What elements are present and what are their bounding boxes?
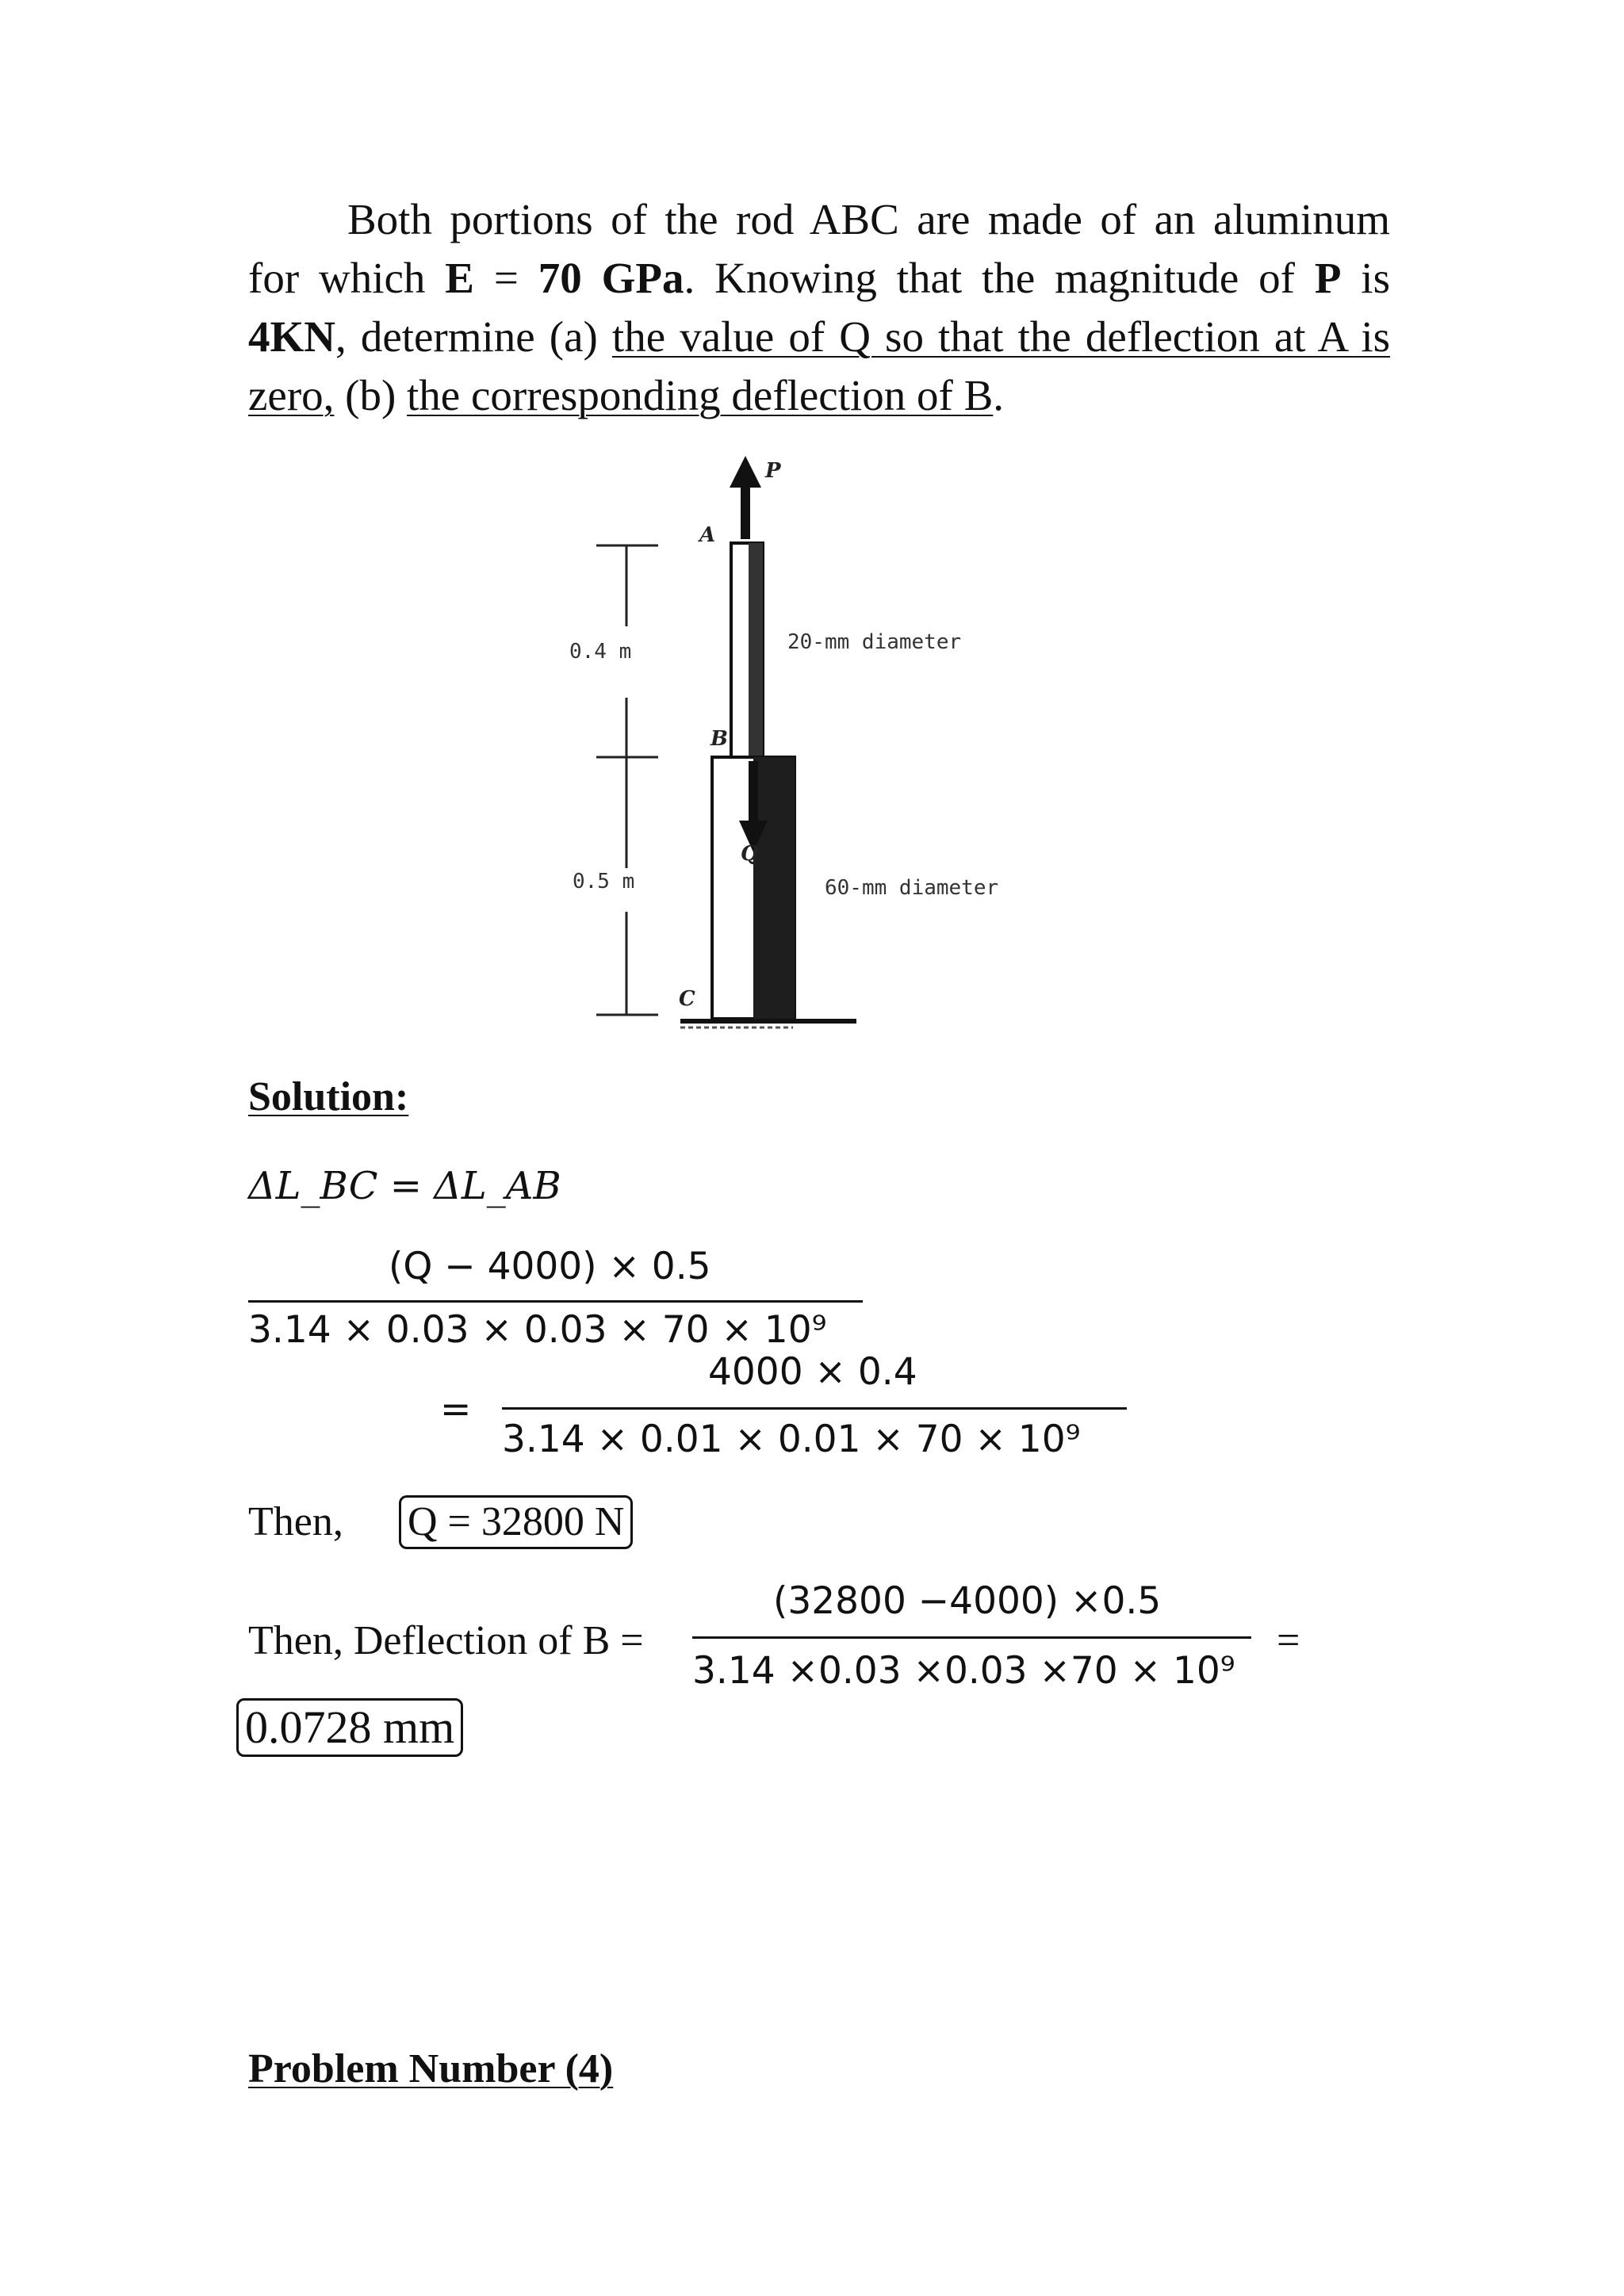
equation-delta-l: ΔL_BC = ΔL_AB — [248, 1164, 561, 1208]
deflection-result-box: 0.0728 mm — [236, 1698, 463, 1757]
fraction3-bar — [692, 1636, 1251, 1639]
top-diameter-label: 20-mm diameter — [787, 630, 962, 654]
label-a: A — [699, 523, 716, 547]
problem-line-1: Both portions of the rod ABC are made of an aluminum — [347, 195, 1390, 243]
fraction1-denominator: 3.14 × 0.03 × 0.03 × 70 × 10⁹ — [248, 1308, 827, 1352]
fraction2-bar — [502, 1407, 1127, 1410]
fraction3-denominator: 3.14 ×0.03 ×0.03 ×70 × 10⁹ — [692, 1649, 1235, 1693]
fraction3-numerator: (32800 −4000) ×0.5 — [773, 1579, 1162, 1623]
label-b: B — [710, 727, 728, 751]
top-length-label: 0.4 m — [569, 640, 632, 664]
bottom-diameter-label: 60-mm diameter — [825, 876, 999, 900]
force-p-arrow — [730, 456, 761, 539]
fraction1-bar — [248, 1300, 863, 1303]
problem-line-2: for which E = 70 GPa. Knowing that the magnitude of P is — [248, 254, 1390, 302]
fraction2-numerator: 4000 × 0.4 — [708, 1350, 917, 1394]
problem-line-4: zero, (b) the corresponding deflection of B. — [248, 371, 1005, 419]
bottom-length-label: 0.5 m — [573, 870, 635, 894]
then-label: Then, — [248, 1499, 343, 1544]
deflection-label: Then, Deflection of B = — [248, 1618, 644, 1663]
label-q: Q — [741, 842, 759, 866]
problem-line-3: 4KN, determine (a) the value of Q so that the deflection at A is — [248, 312, 1390, 361]
fraction2-denominator: 3.14 × 0.01 × 0.01 × 70 × 10⁹ — [502, 1418, 1081, 1461]
equals-sign-2: = — [1277, 1618, 1300, 1663]
equals-sign: = — [440, 1387, 472, 1431]
label-c: C — [679, 987, 695, 1011]
label-p: P — [765, 459, 781, 483]
fraction1-numerator: (Q − 4000) × 0.5 — [389, 1245, 711, 1288]
solution-heading: Solution: — [248, 1074, 409, 1119]
q-result-box: Q = 32800 N — [399, 1495, 633, 1549]
next-problem-heading: Problem Number (4) — [248, 2046, 614, 2091]
